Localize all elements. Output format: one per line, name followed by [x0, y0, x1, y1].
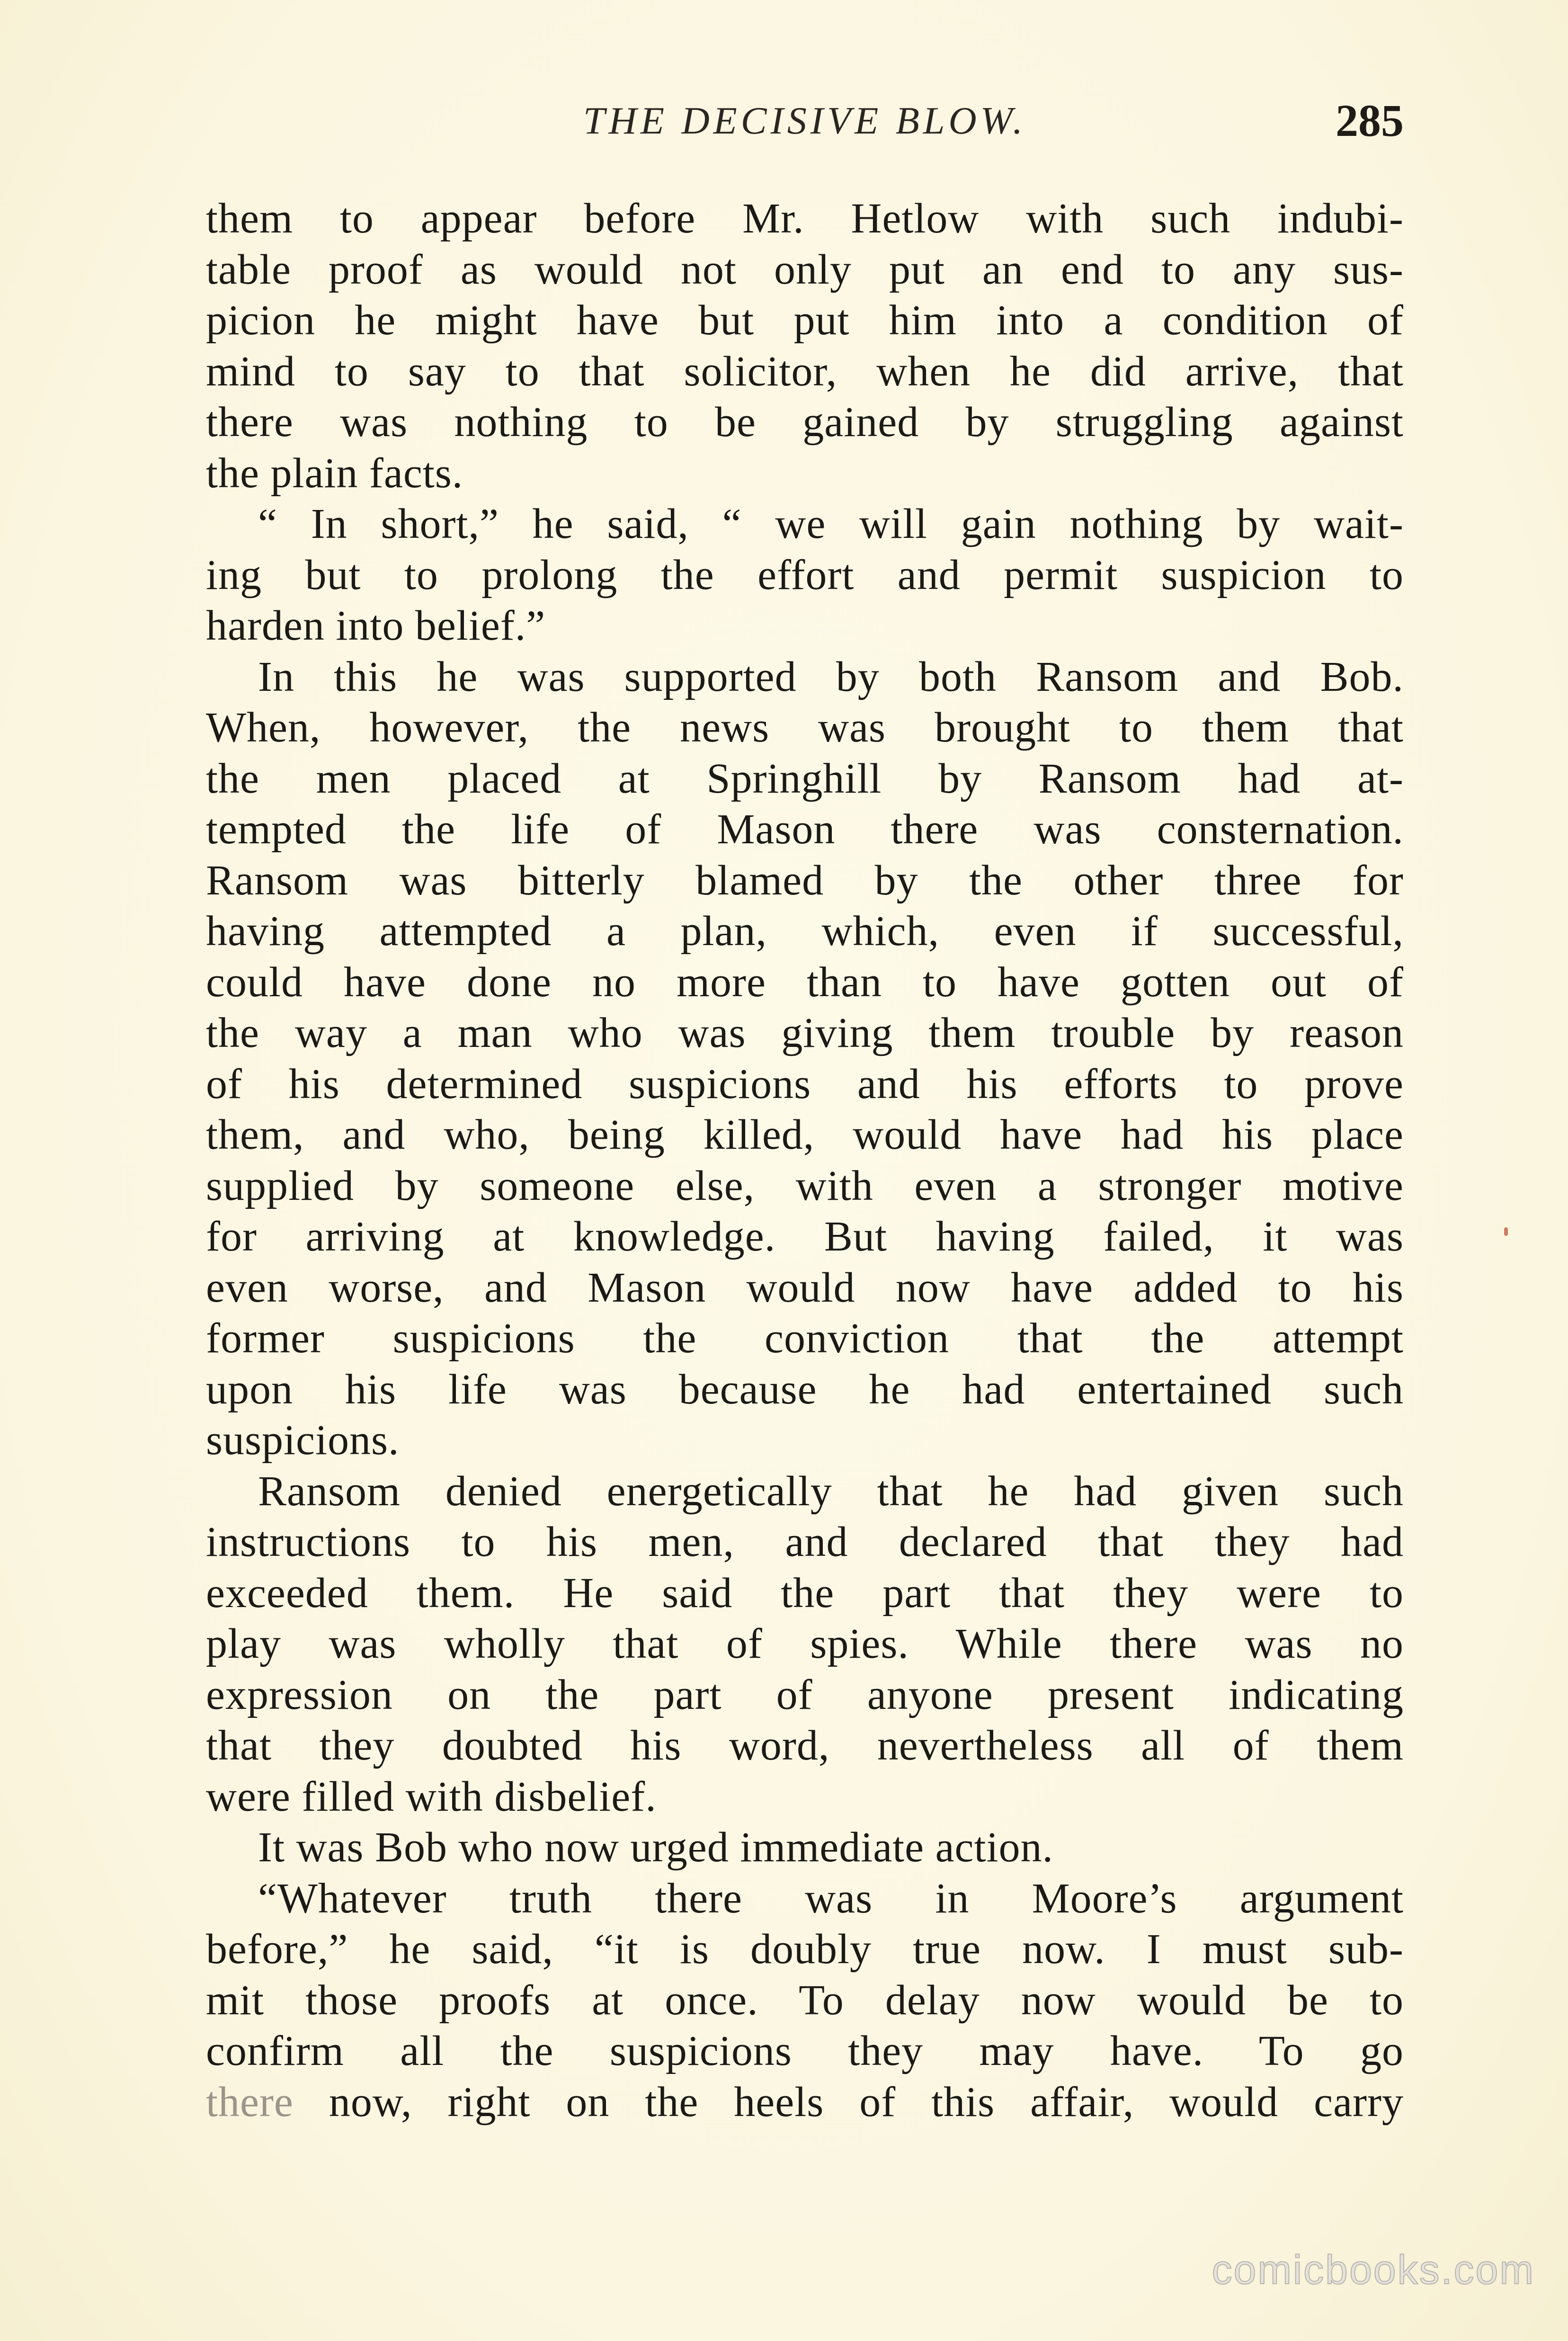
text-line: table proof as would not only put an end to any sus- — [206, 246, 1404, 293]
text-line: even worse, and Mason would now have added to his — [206, 1264, 1404, 1311]
text-line: In this he was supported by both Ransom and Bob. — [258, 653, 1404, 700]
text-line: were filled with disbelief. — [206, 1773, 657, 1820]
text-line: could have done no more than to have gotten out of — [206, 958, 1404, 1006]
text-line: It was Bob who now urged immediate action. — [258, 1824, 1054, 1871]
text-line: suspicions. — [206, 1417, 400, 1464]
text-line: mind to say to that solicitor, when he did arrive, that — [206, 348, 1404, 395]
text-line: exceeded them. He said the part that they were to — [206, 1569, 1404, 1617]
text-line: Ransom was bitterly blamed by the other three for — [206, 857, 1404, 904]
text-line: the men placed at Springhill by Ransom had at- — [206, 755, 1404, 802]
text-line: expression on the part of anyone present indicating — [206, 1671, 1404, 1718]
text-line: When, however, the news was brought to them that — [206, 704, 1404, 751]
text-line: “ In short,” he said, “ we will gain nothing by wait- — [258, 500, 1404, 547]
text-line: there was nothing to be gained by struggling against — [206, 399, 1404, 446]
body-text — [206, 193, 1404, 2127]
text-line-remainder: now, right on the heels of this affair, would carry — [329, 2078, 1404, 2126]
text-line: supplied by someone else, with even a stronger motive — [206, 1162, 1404, 1209]
text-line: confirm all the suspicions they may have. To go — [206, 2028, 1404, 2074]
watermark: comicbooks.com — [1212, 2247, 1535, 2293]
text-line: them, and who, being killed, would have had his place — [206, 1111, 1404, 1158]
text-line: ing but to prolong the effort and permit suspicion to — [206, 551, 1404, 599]
text-line: of his determined suspicions and his efforts to prove — [206, 1060, 1404, 1108]
text-line: them to appear before Mr. Hetlow with such indubi- — [206, 195, 1404, 242]
text-line: Ransom denied energetically that he had given such — [258, 1467, 1404, 1515]
text-line: for arriving at knowledge. But having failed, it was — [206, 1213, 1404, 1260]
text-line: tempted the life of Mason there was consternation. — [206, 806, 1404, 853]
running-title: THE DECISIVE BLOW. — [583, 99, 1026, 142]
text-line: the way a man who was giving them trouble by reason — [206, 1010, 1404, 1056]
text-line: “Whatever truth there was in Moore’s argument — [258, 1875, 1404, 1922]
text-line: the plain facts. — [206, 449, 463, 497]
text-line: play was wholly that of spies. While there was no — [206, 1620, 1404, 1667]
text-line: having attempted a plan, which, even if successful, — [206, 908, 1404, 955]
running-head — [206, 95, 1404, 147]
text-line: former suspicions the conviction that the attempt — [206, 1315, 1404, 1362]
page-number: 285 — [1336, 95, 1404, 146]
text-line: picion he might have but put him into a condition of — [206, 297, 1404, 344]
text-line: harden into belief.” — [206, 602, 546, 649]
text-line: instructions to his men, and declared that they had — [206, 1519, 1404, 1565]
faded-text: there — [206, 2078, 329, 2126]
text-line: upon his life was because he had entertained such — [206, 1366, 1404, 1413]
text-line-last — [206, 2077, 1404, 2128]
text-line: before,” he said, “it is doubly true now. I must sub- — [206, 1926, 1404, 1973]
text-line: mit those proofs at once. To delay now would be to — [206, 1976, 1404, 2024]
ink-speck — [1504, 1227, 1508, 1236]
text-line: that they doubted his word, nevertheless all of them — [206, 1722, 1404, 1769]
